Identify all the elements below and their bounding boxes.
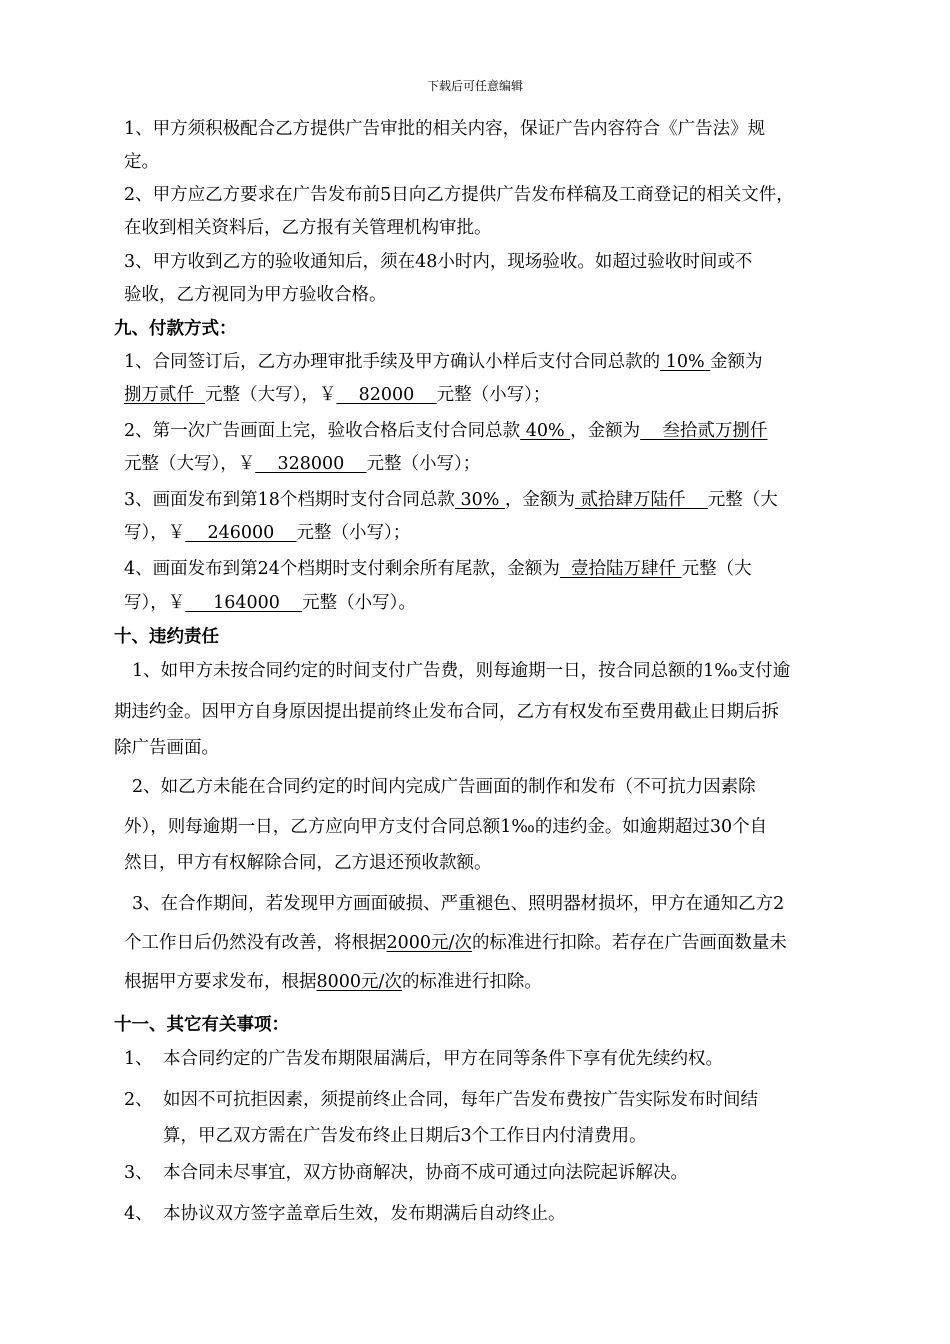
payment-2-line2 bbox=[124, 453, 480, 475]
payment-2-upper-suffix: 元整（大写），￥ bbox=[124, 454, 256, 474]
payment-1-lower-suffix: 元整（小写）； bbox=[436, 385, 551, 405]
payment-3-percent: 30% bbox=[454, 490, 505, 510]
breach-3-fee-quantity: 8000元/次 bbox=[316, 972, 402, 992]
section-9-title: 九、付款方式： bbox=[114, 319, 237, 339]
payment-2-percent: 40% bbox=[520, 421, 571, 441]
s8-item2-line1: 2、甲方应乙方要求在广告发布前5日向乙方提供广告发布样稿及工商登记的相关文件， bbox=[124, 185, 794, 205]
breach-2-line2: 外），则每逾期一日，乙方应向甲方支付合同总额1‰的违约金。如逾期超过30个自 bbox=[124, 817, 768, 837]
payment-1-upper-amount: 捌万贰仟 bbox=[124, 385, 206, 405]
payment-2-lower-amount: 328000 bbox=[255, 454, 367, 474]
breach-3-line3-pre: 根据甲方要求发布，根据 bbox=[124, 972, 317, 992]
page-header: 下载后可任意编辑 bbox=[426, 79, 523, 93]
section-10-title: 十、违约责任 bbox=[114, 627, 219, 647]
payment-3-lower-suffix: 元整（小写）； bbox=[296, 523, 411, 543]
breach-3-line3-post: 的标准进行扣除。 bbox=[401, 972, 542, 992]
s8-item3-line2: 验收，乙方视同为甲方验收合格。 bbox=[124, 285, 387, 305]
payment-4-lower-amount: 164000 bbox=[185, 593, 303, 613]
payment-1-text: 1、合同签订后，乙方办理审批手续及甲方确认小样后支付合同总款的 bbox=[124, 352, 661, 372]
payment-4-line1 bbox=[124, 558, 752, 580]
payment-4-upper-suffix-2: 写），￥ bbox=[124, 593, 186, 613]
s8-item2-line2: 在收到相关资料后，乙方报有关管理机构审批。 bbox=[124, 218, 492, 238]
breach-3-line2-post: 的标准进行扣除。若存在广告画面数量未 bbox=[471, 933, 787, 953]
other-item-4-text: 本协议双方签字盖章后生效，发布期满后自动终止。 bbox=[163, 1204, 566, 1224]
payment-1-percent: 10% bbox=[660, 352, 711, 372]
breach-3-fee-damage: 2000元/次 bbox=[386, 933, 472, 953]
breach-3-line2-pre: 个工作日后仍然没有改善，将根据 bbox=[124, 933, 387, 953]
payment-3-line2 bbox=[124, 522, 410, 544]
payment-1-upper-suffix: 元整（大写），￥ bbox=[205, 385, 337, 405]
other-item-1-number: 1、 bbox=[124, 1049, 153, 1069]
payment-1-line2 bbox=[124, 384, 550, 406]
breach-2-line3: 然日，甲方有权解除合同，乙方退还预收款额。 bbox=[124, 853, 492, 873]
payment-2-upper-amount: 叁拾贰万捌仟 bbox=[640, 421, 768, 441]
payment-4-upper-suffix: 元整（大 bbox=[681, 559, 752, 579]
s8-item1-line1: 1、甲方须积极配合乙方提供广告审批的相关内容，保证广告内容符合《广告法》规 bbox=[124, 119, 766, 139]
s8-item1-line2: 定。 bbox=[124, 152, 159, 172]
breach-1-line2: 期违约金。因甲方自身原因提出提前终止发布合同，乙方有权发布至费用截止日期后拆 bbox=[114, 702, 779, 722]
breach-2-line1: 2、如乙方未能在合同约定的时间内完成广告画面的制作和发布（不可抗力因素除 bbox=[132, 777, 756, 797]
payment-3-lower-amount: 246000 bbox=[185, 523, 297, 543]
payment-3-line1 bbox=[124, 489, 778, 511]
payment-3-upper-suffix-2: 写），￥ bbox=[124, 523, 186, 543]
payment-4-line2 bbox=[124, 592, 416, 614]
payment-3-upper-amount: 贰拾肆万陆仟 bbox=[574, 490, 708, 510]
s8-item3-line1: 3、甲方收到乙方的验收通知后，须在48小时内，现场验收。如超过验收时间或不 bbox=[124, 252, 753, 272]
payment-2-amount-label: ，金额为 bbox=[570, 421, 641, 441]
payment-4-lower-suffix: 元整（小写）。 bbox=[302, 593, 416, 613]
other-item-2-line2: 算，甲乙双方需在广告发布终止日期后3个工作日内付清费用。 bbox=[163, 1126, 647, 1146]
payment-3-amount-label: ，金额为 bbox=[504, 490, 575, 510]
breach-3-line3 bbox=[124, 971, 542, 993]
breach-3-line1: 3、在合作期间，若发现甲方画面破损、严重褪色、照明器材损坏，甲方在通知乙方2 bbox=[132, 894, 785, 914]
other-item-3-number: 3、 bbox=[124, 1163, 153, 1183]
payment-1-amount-label: 金额为 bbox=[710, 352, 763, 372]
payment-1-line1 bbox=[124, 351, 763, 373]
other-item-4-number: 4、 bbox=[124, 1204, 153, 1224]
payment-4-upper-amount: 壹拾陆万肆仟 bbox=[559, 559, 682, 579]
payment-2-lower-suffix: 元整（小写）； bbox=[366, 454, 481, 474]
breach-1-line3: 除广告画面。 bbox=[114, 738, 219, 758]
payment-2-text: 2、第一次广告画面上完，验收合格后支付合同总款 bbox=[124, 421, 521, 441]
other-item-3-text: 本合同未尽事宜，双方协商解决，协商不成可通过向法院起诉解决。 bbox=[163, 1163, 688, 1183]
other-item-2-number: 2、 bbox=[124, 1090, 153, 1110]
payment-3-text: 3、画面发布到第18个档期时支付合同总款 bbox=[124, 490, 455, 510]
other-item-1-text: 本合同约定的广告发布期限届满后，甲方在同等条件下享有优先续约权。 bbox=[163, 1049, 723, 1069]
other-item-2-line1: 如因不可抗拒因素，须提前终止合同，每年广告发布费按广告实际发布时间结 bbox=[163, 1090, 758, 1110]
payment-1-lower-amount: 82000 bbox=[336, 385, 437, 405]
breach-1-line1: 1、如甲方未按合同约定的时间支付广告费，则每逾期一日，按合同总额的1‰支付逾 bbox=[132, 661, 791, 681]
breach-3-line2 bbox=[124, 932, 787, 954]
payment-2-line1 bbox=[124, 420, 767, 442]
payment-3-upper-suffix: 元整（大 bbox=[707, 490, 778, 510]
section-11-title: 十一、其它有关事项： bbox=[114, 1015, 289, 1035]
payment-4-text: 4、画面发布到第24个档期时支付剩余所有尾款，金额为 bbox=[124, 559, 560, 579]
